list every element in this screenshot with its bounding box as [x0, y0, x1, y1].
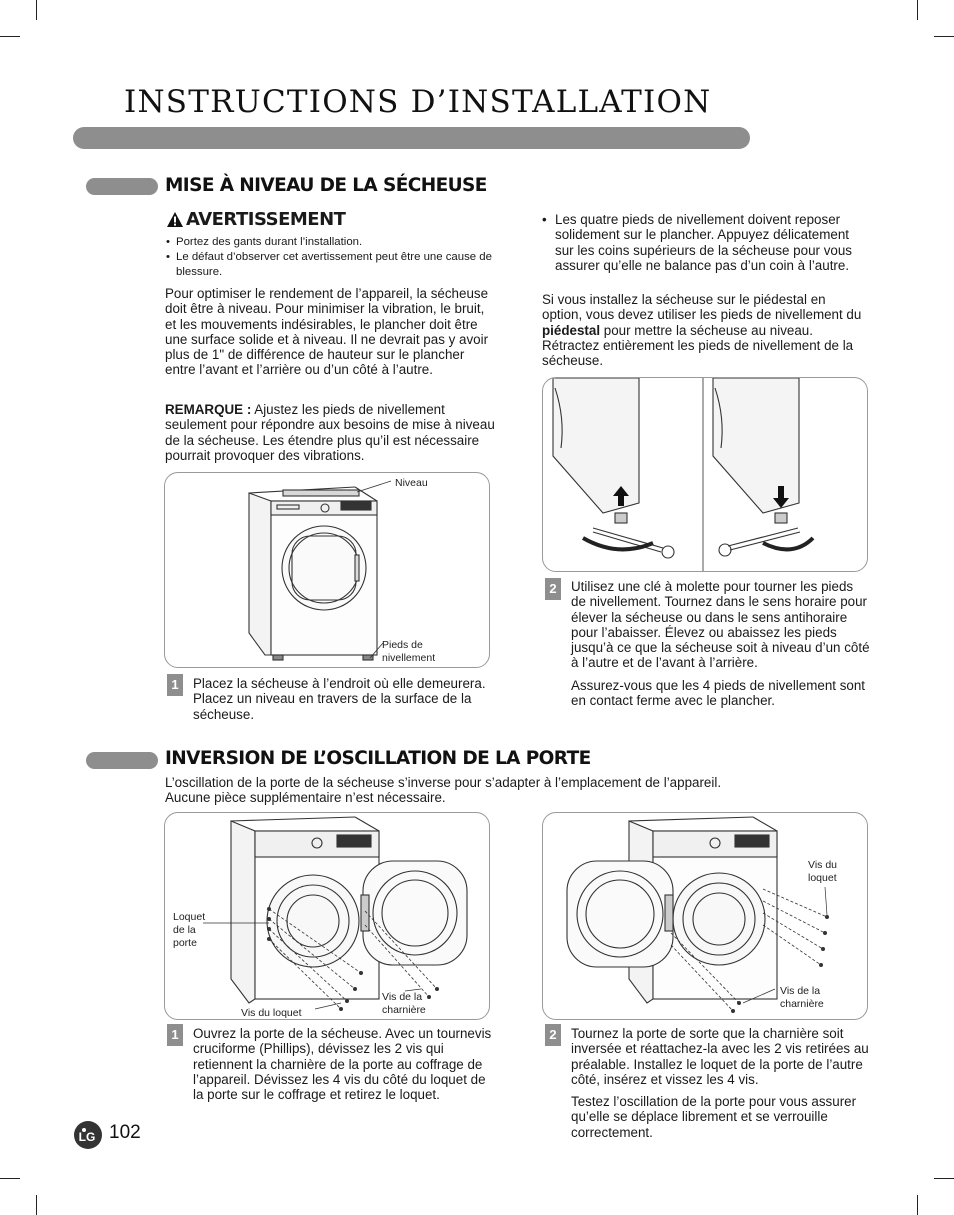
leveling-note [165, 402, 495, 463]
callout-feet [382, 639, 435, 665]
crop-mark [917, 0, 918, 20]
feet-adjust-illustration [543, 378, 868, 572]
figure-door-remove [164, 812, 490, 1020]
crop-mark [917, 1195, 918, 1215]
door-intro-line: L’oscillation de la porte de la sécheuse s’inverse pour s’adapter à l’emplacement de l’appareil. [165, 775, 722, 790]
warning-icon [166, 211, 184, 228]
callout-line: Vis du [808, 859, 837, 871]
callout-line: de la [173, 924, 196, 936]
callout-line: charnière [780, 998, 824, 1010]
pedestal-paragraph [542, 292, 868, 368]
feet-bullet-list [542, 212, 868, 273]
pedestal-text: pour mettre la sécheuse au niveau. Rétractez entièrement les pieds de nivellement de la sécheuse. [542, 322, 854, 369]
callout-line: Vis de la [780, 985, 821, 997]
crop-mark [934, 1178, 954, 1179]
figure-dryer-level [164, 472, 490, 668]
callout-hinge-screws [382, 991, 426, 1017]
step-text: Placez la sécheuse à l’endroit où elle demeurera. Placez un niveau en travers de la surface de la sécheuse. [193, 676, 486, 722]
callout-line: porte [173, 937, 197, 949]
crop-mark [934, 36, 954, 37]
step-paragraph: Assurez-vous que les 4 pieds de nivellement sont en contact ferme avec le plancher. [571, 677, 866, 709]
callout-line: Loquet [173, 911, 206, 923]
lg-logo-text: LG [78, 1130, 96, 1144]
door-remove-illustration [165, 813, 490, 1020]
feet-bullet: • Les quatre pieds de nivellement doivent reposer solidement sur le plancher. Appuyez délicatement sur les coins supérieurs de la sécheuse pour vous assurer qu’elle ne balance pas d’un coin à l’autre. [542, 212, 868, 273]
crop-mark [36, 0, 37, 20]
note-label: REMARQUE : [165, 402, 252, 417]
section-title-door: INVERSION DE L’OSCILLATION DE LA PORTE [165, 748, 591, 769]
note-text: Ajustez les pieds de nivellement seulement pour répondre aux besoins de mise à niveau de la sécheuse. Les étendre plus qu’il est nécessaire pourrait provoquer des vibrations. [165, 402, 495, 463]
warning-item: • Portez des gants durant l’installation. [166, 235, 496, 250]
crop-mark [0, 36, 20, 37]
step-paragraph: Testez l’oscillation de la porte pour vous assurer qu’elle se déplace librement et se verrouille correctement. [571, 1094, 857, 1140]
title-bar [73, 127, 750, 149]
dryer-level-illustration [165, 473, 490, 668]
callout-door-latch [173, 911, 205, 950]
step-text: Ouvrez la porte de la sécheuse. Avec un tournevis cruciforme (Phillips), dévissez les 2 vis qui retiennent la charnière de la porte au coffrage de l’appareil. Dévissez les 4 vis du côté du loquet de la porte sur le coffrage et retirez le loquet. [193, 1026, 492, 1103]
callout-feet-line: nivellement [382, 652, 436, 664]
warning-title: AVERTISSEMENT [186, 209, 346, 230]
lg-logo-icon [73, 1120, 103, 1150]
step-text [571, 1026, 871, 1140]
page-number: 102 [109, 1122, 141, 1143]
callout-level: Niveau [395, 477, 428, 489]
warning-item: • Le défaut d’observer cet avertissement peut être une cause de blessure. [166, 250, 496, 280]
callout-latch-screws [808, 859, 837, 885]
callout-feet-line: Pieds de [382, 639, 423, 651]
pedestal-text: Si vous installez la sécheuse sur le piédestal en option, vous devez utiliser les pieds de nivellement du [542, 292, 862, 323]
door-intro [165, 775, 865, 806]
section-title-leveling: MISE À NIVEAU DE LA SÉCHEUSE [165, 175, 487, 196]
callout-latch-screws: Vis du loquet [241, 1007, 302, 1019]
warning-heading [166, 209, 345, 230]
step-number: 2 [545, 578, 561, 600]
crop-mark [36, 1195, 37, 1215]
step-number: 2 [545, 1024, 561, 1046]
warning-list [166, 235, 496, 280]
step-paragraph: Tournez la porte de sorte que la charnière soit inversée et réattachez-la avec les 2 vis retirées au préalable. Installez le loquet de la porte de l’autre côté, insérez et vissez les 4 vis. [571, 1026, 869, 1087]
door-intro-line: Aucune pièce supplémentaire n’est nécessaire. [165, 790, 446, 806]
step-number: 1 [167, 674, 183, 696]
leveling-intro: Pour optimiser le rendement de l’appareil, la sécheuse doit être à niveau. Pour minimiser la vibration, le bruit, et les mouvements indésirables, le plancher doit être une surface solide et à niveau. Il ne devrait pas y avoir plus de 1" de différence de hauteur sur le plancher entre l’avant et l’arrière ou d’un côté à l’autre. [165, 286, 489, 378]
page-title: INSTRUCTIONS D’INSTALLATION [124, 84, 712, 120]
section-marker [86, 752, 158, 769]
figure-feet-adjust [542, 377, 868, 572]
section-marker [86, 178, 158, 195]
step-paragraph: Utilisez une clé à molette pour tourner les pieds de nivellement. Tournez dans le sens horaire pour élever la sécheuse ou dans le sens antihoraire pour l’abaisser. Élevez ou abaissez les pieds jusqu’à ce que la sécheuse soit à niveau d’un côté à l’autre et de l’avant à l’arrière. [571, 579, 870, 671]
step-text [571, 579, 871, 708]
callout-line: Vis de la [382, 991, 423, 1003]
callout-line: charnière [382, 1004, 426, 1016]
callout-line: loquet [808, 872, 837, 884]
callout-hinge-screws [780, 985, 824, 1011]
crop-mark [0, 1178, 20, 1179]
pedestal-bold: piédestal [542, 322, 601, 338]
step-number: 1 [167, 1024, 183, 1046]
figure-door-reinstall [542, 812, 868, 1020]
